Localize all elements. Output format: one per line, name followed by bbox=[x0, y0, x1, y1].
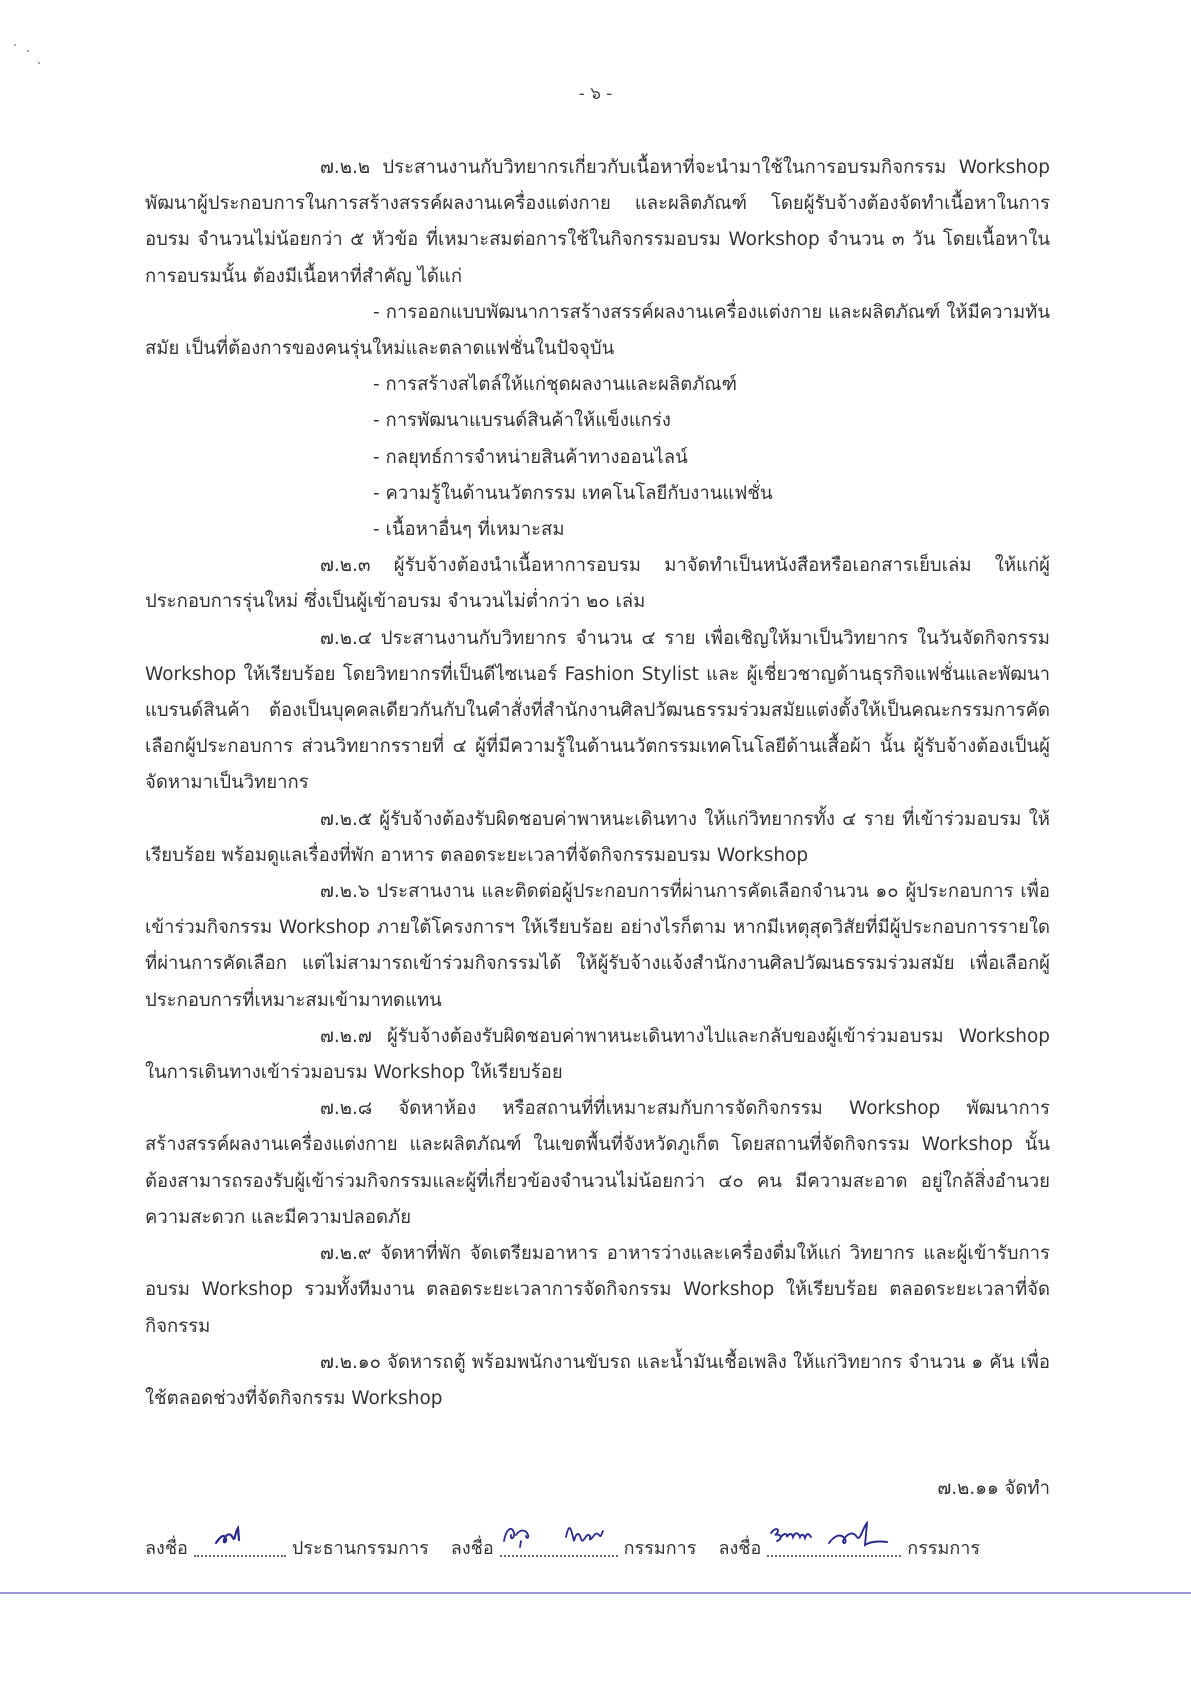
signature-row bbox=[145, 1529, 1050, 1562]
content-topic-3: - การพัฒนาแบรนด์สินค้าให้แข็งแกร่ง bbox=[373, 410, 671, 432]
member1-role: กรรมการ bbox=[623, 1538, 697, 1559]
scan-speck bbox=[27, 50, 29, 52]
member2-role: กรรมการ bbox=[907, 1538, 981, 1559]
signature-member-2 bbox=[718, 1529, 980, 1562]
signature-line bbox=[194, 1529, 286, 1557]
page-number: - ๖ - bbox=[578, 84, 613, 104]
chairman-role: ประธานกรรมการ bbox=[291, 1538, 429, 1559]
signature-line bbox=[767, 1529, 901, 1557]
content-topic-5: - ความรู้ในด้านนวัตกรรม เทคโนโลยีกับงานแฟชั่น bbox=[373, 482, 773, 504]
signature-member-1 bbox=[451, 1529, 697, 1562]
spacer bbox=[145, 1417, 1050, 1453]
continuation-marker: ๗.๒.๑๑ จัดทำ bbox=[937, 1478, 1050, 1500]
content-topic-4: - กลยุทธ์การจำหน่ายสินค้าทางออนไลน์ bbox=[373, 446, 688, 468]
handwritten-signature bbox=[194, 1513, 254, 1553]
scan-speck bbox=[38, 62, 40, 64]
section-7-2-5: ๗.๒.๕ ผู้รับจ้างต้องรับผิดชอบค่าพาหนะเดินทาง ให้แก่วิทยากรทั้ง ๔ ราย ที่เข้าร่วมอบรม ให้เรียบร้อย พร้อมดูแลเรื่องที่พัก อาหาร ตลอดระยะเวลาที่จัดกิจกรรมอบรม Workshop bbox=[145, 808, 1050, 866]
section-7-2-10: ๗.๒.๑๐ จัดหารถตู้ พร้อมพนักงานขับรถ และน้ำมันเชื้อเพลิง ให้แก่วิทยากร จำนวน ๑ คัน เพื่อใช้ตลอดช่วงที่จัดกิจกรรม Workshop bbox=[145, 1351, 1050, 1409]
bottom-rule bbox=[0, 1592, 1191, 1594]
sign-label: ลงชื่อ bbox=[145, 1538, 188, 1559]
handwritten-signature bbox=[767, 1513, 907, 1555]
section-7-2-4: ๗.๒.๔ ประสานงานกับวิทยากร จำนวน ๔ ราย เพื่อเชิญให้มาเป็นวิทยากร ในวันจัดกิจกรรม Workshop ให้เรียบร้อย โดยวิทยากรที่เป็นดีไซเนอร์ Fashion Stylist และ ผู้เชี่ยวชาญด้านธุรกิจแฟชั่นและพัฒนาแบรนด์สินค้า ต้องเป็นบุคคลเดียวกันกับในคำสั่งที่สำนักงานศิลปวัฒนธรรมร่วมสมัยแต่งตั้งให้เป็นคณะกรรมการคัดเลือกผู้ประกอบการ ส่วนวิทยากรรายที่ ๔ ผู้ที่มีความรู้ในด้านนวัตกรรมเทคโนโลยีด้านเสื้อผ้า นั้น ผู้รับจ้างต้องเป็นผู้จัดหามาเป็นวิทยากร bbox=[145, 627, 1050, 794]
document-body bbox=[145, 150, 1050, 1507]
section-7-2-2: ๗.๒.๒ ประสานงานกับวิทยากรเกี่ยวกับเนื้อหาที่จะนำมาใช้ในการอบรมกิจกรรม Workshop พัฒนาผู้ประกอบการในการสร้างสรรค์ผลงานเครื่องแต่งกาย และผลิตภัณฑ์ โดยผู้รับจ้างต้องจัดทำเนื้อหาในการอบรม จำนวนไม่น้อยกว่า ๕ หัวข้อ ที่เหมาะสมต่อการใช้ในกิจกรรมอบรม Workshop จำนวน ๓ วัน โดยเนื้อหาในการอบรมนั้น ต้องมีเนื้อหาที่สำคัญ ได้แก่ bbox=[145, 157, 1050, 287]
handwritten-signature bbox=[500, 1513, 618, 1553]
content-topic-6: - เนื้อหาอื่นๆ ที่เหมาะสม bbox=[373, 519, 565, 541]
section-7-2-6: ๗.๒.๖ ประสานงาน และติดต่อผู้ประกอบการที่ผ่านการคัดเลือกจำนวน ๑๐ ผู้ประกอบการ เพื่อเข้าร่วมกิจกรรม Workshop ภายใต้โครงการฯ ให้เรียบร้อย อย่างไรก็ตาม หากมีเหตุสุดวิสัยที่มีผู้ประกอบการรายใดที่ผ่านการคัดเลือก แต่ไม่สามารถเข้าร่วมกิจกรรมได้ ให้ผู้รับจ้างแจ้งสำนักงานศิลปวัฒนธรรมร่วมสมัย เพื่อเลือกผู้ประกอบการที่เหมาะสมเข้ามาทดแทน bbox=[145, 881, 1050, 1011]
section-7-2-8: ๗.๒.๘ จัดหาห้อง หรือสถานที่ที่เหมาะสมกับการจัดกิจกรรม Workshop พัฒนาการสร้างสรรค์ผลงานเครื่องแต่งกาย และผลิตภัณฑ์ ในเขตพื้นที่จังหวัดภูเก็ต โดยสถานที่จัดกิจกรรม Workshop นั้น ต้องสามารถรองรับผู้เข้าร่วมกิจกรรมและผู้ที่เกี่ยวข้องจำนวนไม่น้อยกว่า ๔๐ คน มีความสะอาด อยู่ใกล้สิ่งอำนวยความสะดวก และมีความปลอดภัย bbox=[145, 1098, 1050, 1228]
signature-chairman bbox=[145, 1529, 429, 1562]
sign-label: ลงชื่อ bbox=[718, 1538, 762, 1559]
section-7-2-9: ๗.๒.๙ จัดหาที่พัก จัดเตรียมอาหาร อาหารว่างและเครื่องดื่มให้แก่ วิทยากร และผู้เข้ารับการอบรม Workshop รวมทั้งทีมงาน ตลอดระยะเวลาการจัดกิจกรรม Workshop ให้เรียบร้อย ตลอดระยะเวลาที่จัดกิจกรรม bbox=[145, 1243, 1050, 1337]
content-topic-1: - การออกแบบพัฒนาการสร้างสรรค์ผลงานเครื่องแต่งกาย และผลิตภัณฑ์ ให้มีความทันสมัย เป็นที่ต้องการของคนรุ่นใหม่และตลาดแฟชั่นในปัจจุบัน bbox=[145, 301, 1050, 360]
section-7-2-7: ๗.๒.๗ ผู้รับจ้างต้องรับผิดชอบค่าพาหนะเดินทางไปและกลับของผู้เข้าร่วมอบรม Workshop ในการเดินทางเข้าร่วมอบรม Workshop ให้เรียบร้อย bbox=[145, 1025, 1050, 1084]
content-topic-2: - การสร้างสไตล์ให้แก่ชุดผลงานและผลิตภัณฑ์ bbox=[373, 374, 737, 396]
scan-speck bbox=[14, 44, 16, 46]
section-7-2-3: ๗.๒.๓ ผู้รับจ้างต้องนำเนื้อหาการอบรม มาจัดทำเป็นหนังสือหรือเอกสารเย็บเล่ม ให้แก่ผู้ประกอบการรุ่นใหม่ ซึ่งเป็นผู้เข้าอบรม จำนวนไม่ต่ำกว่า ๒๐ เล่ม bbox=[145, 555, 1050, 613]
sign-label: ลงชื่อ bbox=[450, 1538, 494, 1559]
signature-line bbox=[500, 1529, 618, 1557]
